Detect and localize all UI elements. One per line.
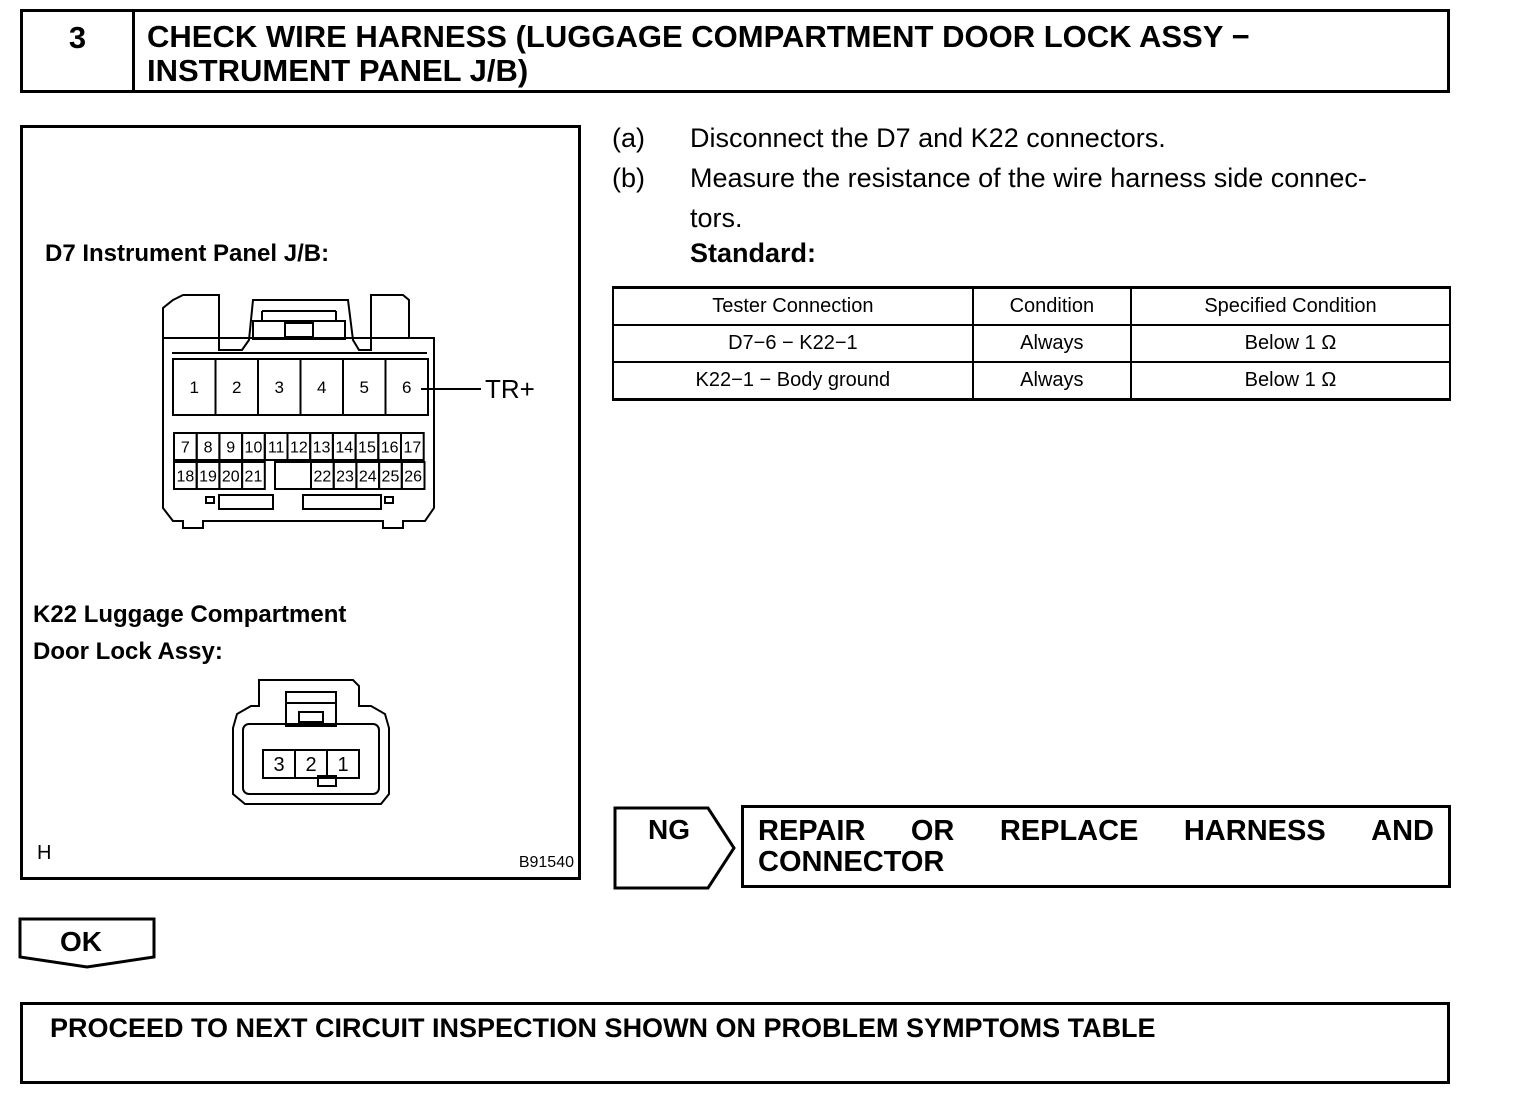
step-title — [135, 12, 1447, 90]
d7-row3-right-pin-number: 23 — [336, 468, 354, 486]
step-title-line-2: INSTRUMENT PANEL J/B) — [147, 53, 529, 88]
instruction-a-mark: (a) — [612, 123, 645, 153]
instruction-b-text-line-2: tors. — [690, 203, 743, 233]
d7-top-pin-cells — [173, 359, 428, 415]
standard-label: Standard: — [690, 238, 817, 268]
connector-illustration — [20, 125, 581, 880]
step-header — [20, 9, 1450, 93]
table-cell: Below 1 Ω — [1131, 325, 1450, 362]
table-header-row — [613, 288, 1450, 326]
d7-row2-pin-number: 12 — [289, 439, 308, 457]
d7-row3-left-pin-number: 19 — [199, 468, 217, 486]
table-cell: D7−6 − K22−1 — [613, 325, 973, 362]
ng-action-word: REPLACE — [999, 815, 1139, 847]
d7-row3-right-pin-number: 24 — [358, 468, 377, 486]
proceed-box: PROCEED TO NEXT CIRCUIT INSPECTION SHOWN ON PROBLEM SYMPTOMS TABLE — [20, 1002, 1450, 1084]
d7-row3-blank-cell — [275, 462, 311, 489]
d7-row3-left-pin-number: 21 — [244, 468, 263, 486]
d7-row2-pin-number: 7 — [180, 439, 190, 457]
d7-row3-right-pin-number: 26 — [404, 468, 423, 486]
ng-label: NG — [648, 814, 690, 845]
d7-row3-right-pin-number: 22 — [313, 468, 332, 486]
k22-pin-number: 1 — [337, 754, 349, 777]
k22-latch — [286, 692, 336, 726]
spec-table — [612, 286, 1451, 401]
ng-action-line-2: CONNECTOR — [758, 846, 945, 878]
k22-pin-number: 3 — [273, 754, 285, 777]
d7-bottom-key-right — [303, 495, 381, 509]
ng-action-word: AND — [1371, 815, 1434, 847]
ng-action-word: OR — [910, 815, 955, 847]
ng-action-box — [741, 805, 1451, 888]
d7-row2-pin-number: 13 — [312, 439, 331, 457]
tr-plus-label: TR+ — [485, 374, 535, 404]
ok-label: OK — [60, 926, 102, 957]
d7-connector-label: D7 Instrument Panel J/B: — [45, 240, 330, 267]
d7-row2-pin-cells — [174, 433, 424, 460]
table-cell: K22−1 − Body ground — [613, 362, 973, 400]
d7-row2-pin-number: 15 — [358, 439, 376, 457]
d7-row2-pin-number: 16 — [380, 439, 399, 457]
instruction-b-mark: (b) — [612, 163, 645, 193]
d7-top-pin-number: 1 — [189, 378, 199, 398]
d7-row3-left-pin-number: 18 — [176, 468, 195, 486]
d7-top-pin-number: 2 — [232, 378, 242, 398]
k22-pin-number: 2 — [305, 754, 317, 777]
ng-action-line-1 — [758, 816, 1434, 847]
table-cell: Always — [973, 362, 1131, 400]
d7-top-pin-number: 5 — [359, 378, 369, 398]
table-header-cell: Tester Connection — [613, 288, 973, 326]
instruction-a-text: Disconnect the D7 and K22 connectors. — [690, 123, 1166, 153]
d7-top-pin-number: 3 — [274, 378, 284, 398]
k22-connector-outline — [233, 680, 389, 804]
d7-row2-pin-number: 10 — [244, 439, 263, 457]
d7-bottom-notch-left — [206, 497, 214, 503]
d7-row2-pin-number: 9 — [226, 439, 236, 457]
d7-row2-pin-number: 8 — [203, 439, 213, 457]
k22-label-line-2: Door Lock Assy: — [33, 638, 223, 665]
ng-action-word: REPAIR — [758, 815, 866, 847]
corner-mark: H — [37, 842, 52, 864]
table-row — [613, 325, 1450, 362]
d7-row2-pin-number: 17 — [403, 439, 422, 457]
d7-bottom-notch-right — [385, 497, 393, 503]
d7-top-pin-number: 6 — [402, 378, 412, 398]
k22-pin-cells — [263, 750, 359, 778]
table-cell: Always — [973, 325, 1131, 362]
ng-action-word: HARNESS — [1183, 815, 1326, 847]
d7-latch-tab — [285, 323, 313, 337]
d7-row2-pin-number: 11 — [267, 439, 285, 457]
table-header-cell: Condition — [973, 288, 1131, 326]
d7-row3-left-pin-number: 20 — [221, 468, 240, 486]
step-title-line-1: CHECK WIRE HARNESS (LUGGAGE COMPARTMENT DOOR LOCK ASSY − — [147, 19, 1250, 54]
d7-row3-right-pin-number: 25 — [381, 468, 400, 486]
k22-latch-tab — [299, 712, 323, 722]
k22-connector-label — [33, 596, 346, 670]
table-cell: Below 1 Ω — [1131, 362, 1450, 400]
step-number: 3 — [23, 12, 135, 90]
d7-bottom-key-left — [219, 495, 273, 509]
d7-top-pin-number: 4 — [317, 378, 327, 398]
d7-connector-outline — [163, 295, 434, 528]
instruction-b-text-line-1: Measure the resistance of the wire harness side connec- — [690, 163, 1367, 193]
d7-row2-pin-number: 14 — [335, 439, 354, 457]
table-header-cell: Specified Condition — [1131, 288, 1450, 326]
d7-row3-pin-cells — [174, 462, 425, 489]
figure-code: B91540 — [518, 854, 574, 871]
table-row — [613, 362, 1450, 400]
k22-label-line-1: K22 Luggage Compartment — [33, 601, 347, 628]
